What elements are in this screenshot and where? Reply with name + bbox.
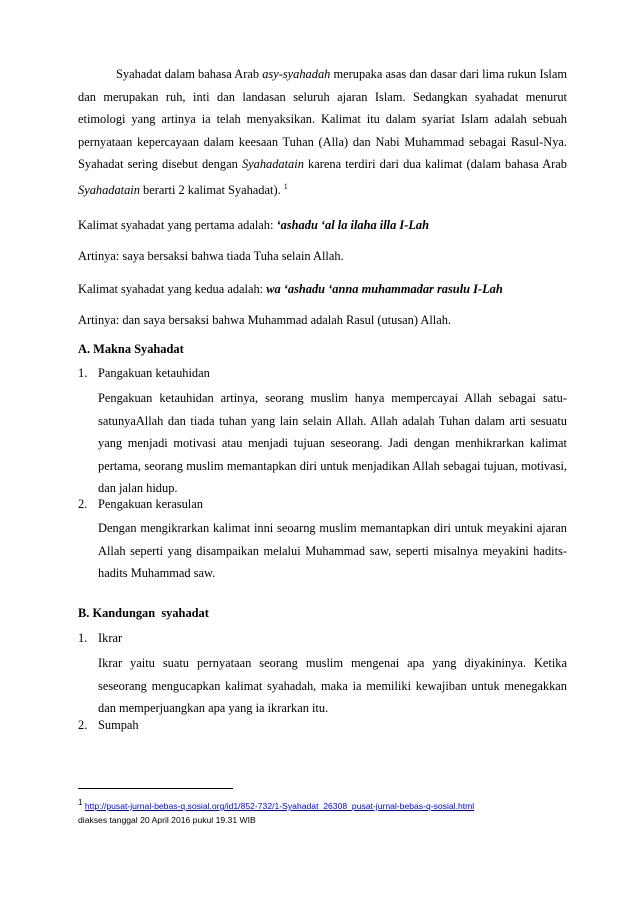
- section-a-heading: A. Makna Syahadat: [78, 342, 184, 356]
- kalimat-kedua-arabic: wa ‘ashadu ‘anna muhammadar rasulu I-Lah: [266, 282, 503, 296]
- kalimat-kedua: [78, 282, 503, 297]
- kalimat-kedua-meaning: Artinya: dan saya bersaksi bahwa Muhammad adalah Rasul (utusan) Allah.: [78, 313, 451, 327]
- term-asy-syahadah: asy-syahadah: [262, 67, 331, 81]
- intro-text-2: merupaka asas dan dasar dari lima rukun Islam dan merupakan ruh, inti dan landasan seluruh ajaran Islam. Sedangkan syahadat menurut etimologi yang artinya ia telah menyaksikan. Kalimat itu dalam syariat Islam adalah sebuah pernyataan kepercayaan dalam keesaan Tuhan (Alla) dan Nabi Muhammad sebagai Rasul-Nya. Syahadat sering disebut dengan: [78, 67, 567, 172]
- intro-text-1: Syahadat dalam bahasa Arab: [116, 67, 263, 81]
- footnote-reference[interactable]: 1: [283, 181, 288, 191]
- intro-paragraph: [78, 63, 567, 202]
- intro-text-3: karena terdiri dari dua kalimat (dalam bahasa Arab: [303, 157, 567, 172]
- list-item-title: Pengakuan kerasulan: [98, 497, 203, 511]
- footnote-number: 1: [78, 798, 83, 807]
- footnote-divider: [78, 788, 233, 789]
- list-number: 1.: [78, 366, 88, 380]
- kalimat-pertama: [78, 218, 429, 233]
- section-b-item-1-body: Ikrar yaitu suatu pernyataan seorang muslim mengenai apa yang diyakininya. Ketika seseorang mengucapkan kalimat syahadah, maka ia memiliki kewajiban untuk menegakkan dan memperjuangkan apa yang ia ikrarkan itu.: [98, 656, 567, 716]
- section-b-item-2-title: [78, 718, 139, 733]
- list-item-title: Ikrar: [98, 631, 123, 645]
- list-item-title: Pangakuan ketauhidan: [98, 366, 210, 380]
- kalimat-pertama-label: Kalimat syahadat yang pertama adalah:: [78, 218, 277, 232]
- intro-text-4: berarti 2 kalimat Syahadat).: [139, 183, 284, 198]
- section-a-item-1-title: [78, 366, 210, 381]
- section-b-item-1-title: [78, 631, 122, 646]
- section-a-item-1-body: Pengakuan ketauhidan artinya, seorang muslim hanya mempercayai Allah sebagai satu-satunyaAllah dan tiada tuhan yang lain selain Allah. Allah adalah Tuhan dalam arti sesuatu yang menjadi motivasi atau menjadi tujuan seseorang. Jadi dengan menhikrarkan kalimat pertama, seorang muslim memantapkan diri untuk menjadikan Allah sebagai tujuan, motivasi, dan jalan hidup.: [98, 391, 567, 496]
- term-syahadatain: Syahadatain: [241, 157, 304, 172]
- kalimat-pertama-meaning: Artinya: saya bersaksi bahwa tiada Tuha selain Allah.: [78, 249, 344, 263]
- term-syahadatain-2: Syahadatain: [78, 183, 140, 198]
- section-b-heading: B. Kandungan syahadat: [78, 606, 209, 620]
- kalimat-pertama-arabic: ‘ashadu ‘al la ilaha illa I-Lah: [276, 218, 430, 232]
- kalimat-kedua-label: Kalimat syahadat yang kedua adalah:: [78, 282, 267, 296]
- footnote-line: [78, 798, 474, 811]
- list-item-title: Sumpah: [98, 718, 139, 732]
- footnote-link[interactable]: http://pusat-jurnal-bebas-q.sosial.org/id1/852-732/1-Syahadat_26308_pusat-jurnal-bebas-q-sosial.html: [84, 800, 475, 811]
- list-number: 2.: [78, 497, 88, 511]
- footnote-accessed: diakses tanggal 20 April 2016 pukul 19.31 WIB: [78, 815, 256, 825]
- section-a-item-2-title: [78, 497, 203, 512]
- section-a-item-2-body: Dengan mengikrarkan kalimat inni seoarng muslim memantapkan diri untuk meyakini ajaran Allah seperti yang disampaikan melalui Muhammad saw, seperti misalnya meyakini hadits-hadits Muhammad saw.: [98, 521, 567, 581]
- list-number: 1.: [78, 631, 88, 645]
- list-number: 2.: [78, 718, 88, 732]
